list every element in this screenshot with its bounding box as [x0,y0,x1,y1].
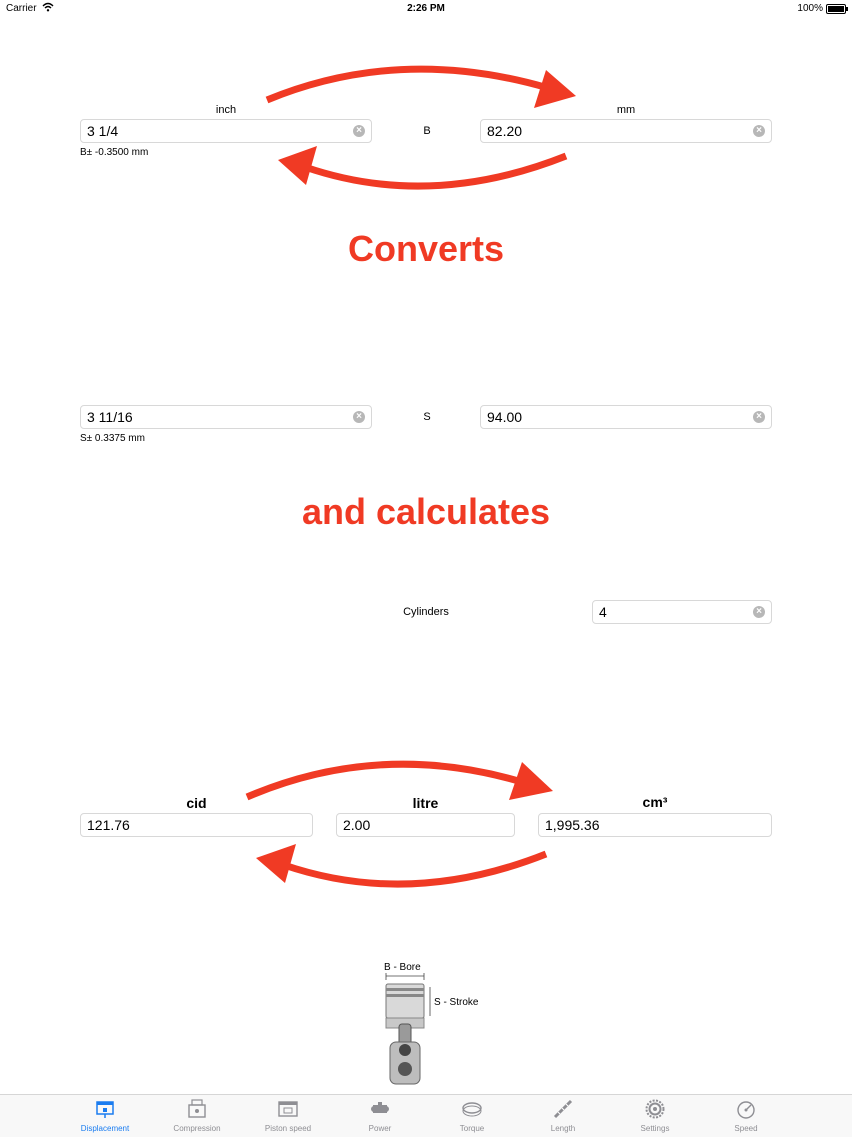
bore-inch-value: 3 1/4 [87,123,119,139]
bore-mm-input[interactable] [480,119,772,143]
tab-bar [0,1094,852,1137]
inch-header: inch [215,104,237,116]
stroke-caption: S - Stroke [434,997,479,1008]
cid-output[interactable] [80,813,313,837]
settings-icon [645,1099,665,1119]
displacement-icon [95,1099,115,1119]
length-icon [553,1099,573,1119]
litre-value: 2.00 [343,817,371,833]
tab-settings[interactable] [609,1095,701,1137]
piston-diagram-icon [380,972,436,1088]
tab-piston-speed[interactable] [242,1095,334,1137]
cid-header: cid [186,795,207,811]
bore-caption: B - Bore [384,962,421,973]
stroke-mm-value: 94.00 [487,409,523,425]
tab-torque[interactable] [426,1095,518,1137]
power-icon [370,1099,390,1119]
carrier-label: Carrier [6,3,37,14]
cylinders-label: Cylinders [403,606,449,618]
torque-icon [462,1099,482,1119]
tab-label: Settings [640,1124,670,1133]
piston-speed-icon [278,1099,298,1119]
tab-label: Power [368,1124,392,1133]
stroke-inch-value: 3 11/16 [87,409,133,425]
cylinders-input[interactable] [592,600,772,624]
headline-calculates: and calculates [301,491,551,532]
litre-output[interactable] [336,813,515,837]
clear-icon[interactable]: × [753,606,765,618]
clock: 2:26 PM [407,3,445,14]
tab-label: Length [550,1124,576,1133]
clear-icon[interactable]: × [353,411,365,423]
tab-label: Torque [459,1124,485,1133]
bore-label: B [423,125,431,137]
bore-inch-input[interactable] [80,119,372,143]
speed-icon [736,1099,756,1119]
tab-label: Compression [173,1124,221,1133]
cm3-header: cm³ [642,794,668,810]
bore-tolerance: B± -0.3500 mm [80,147,149,158]
clear-icon[interactable]: × [353,125,365,137]
tab-compression[interactable] [151,1095,243,1137]
tab-label: Piston speed [264,1124,312,1133]
tab-label: Displacement [80,1124,130,1133]
cm3-output[interactable] [538,813,772,837]
clear-icon[interactable]: × [753,125,765,137]
mm-header: mm [616,104,636,116]
stroke-mm-input[interactable] [480,405,772,429]
tab-label: Speed [734,1124,758,1133]
clear-icon[interactable]: × [753,411,765,423]
cylinders-value: 4 [599,604,607,620]
stroke-label: S [423,411,431,423]
bore-mm-value: 82.20 [487,123,523,139]
battery-percent: 100% [797,3,823,14]
stroke-inch-input[interactable] [80,405,372,429]
tab-displacement[interactable] [59,1095,151,1137]
litre-header: litre [412,795,439,811]
stroke-tolerance: S± 0.3375 mm [80,433,145,444]
convert-arrows-top [0,0,852,200]
tab-power[interactable] [334,1095,426,1137]
cm3-value: 1,995.36 [545,817,600,833]
tab-speed[interactable] [700,1095,792,1137]
tab-length[interactable] [517,1095,609,1137]
cid-value: 121.76 [87,817,130,833]
compression-icon [187,1099,207,1119]
headline-converts: Converts [347,228,505,269]
